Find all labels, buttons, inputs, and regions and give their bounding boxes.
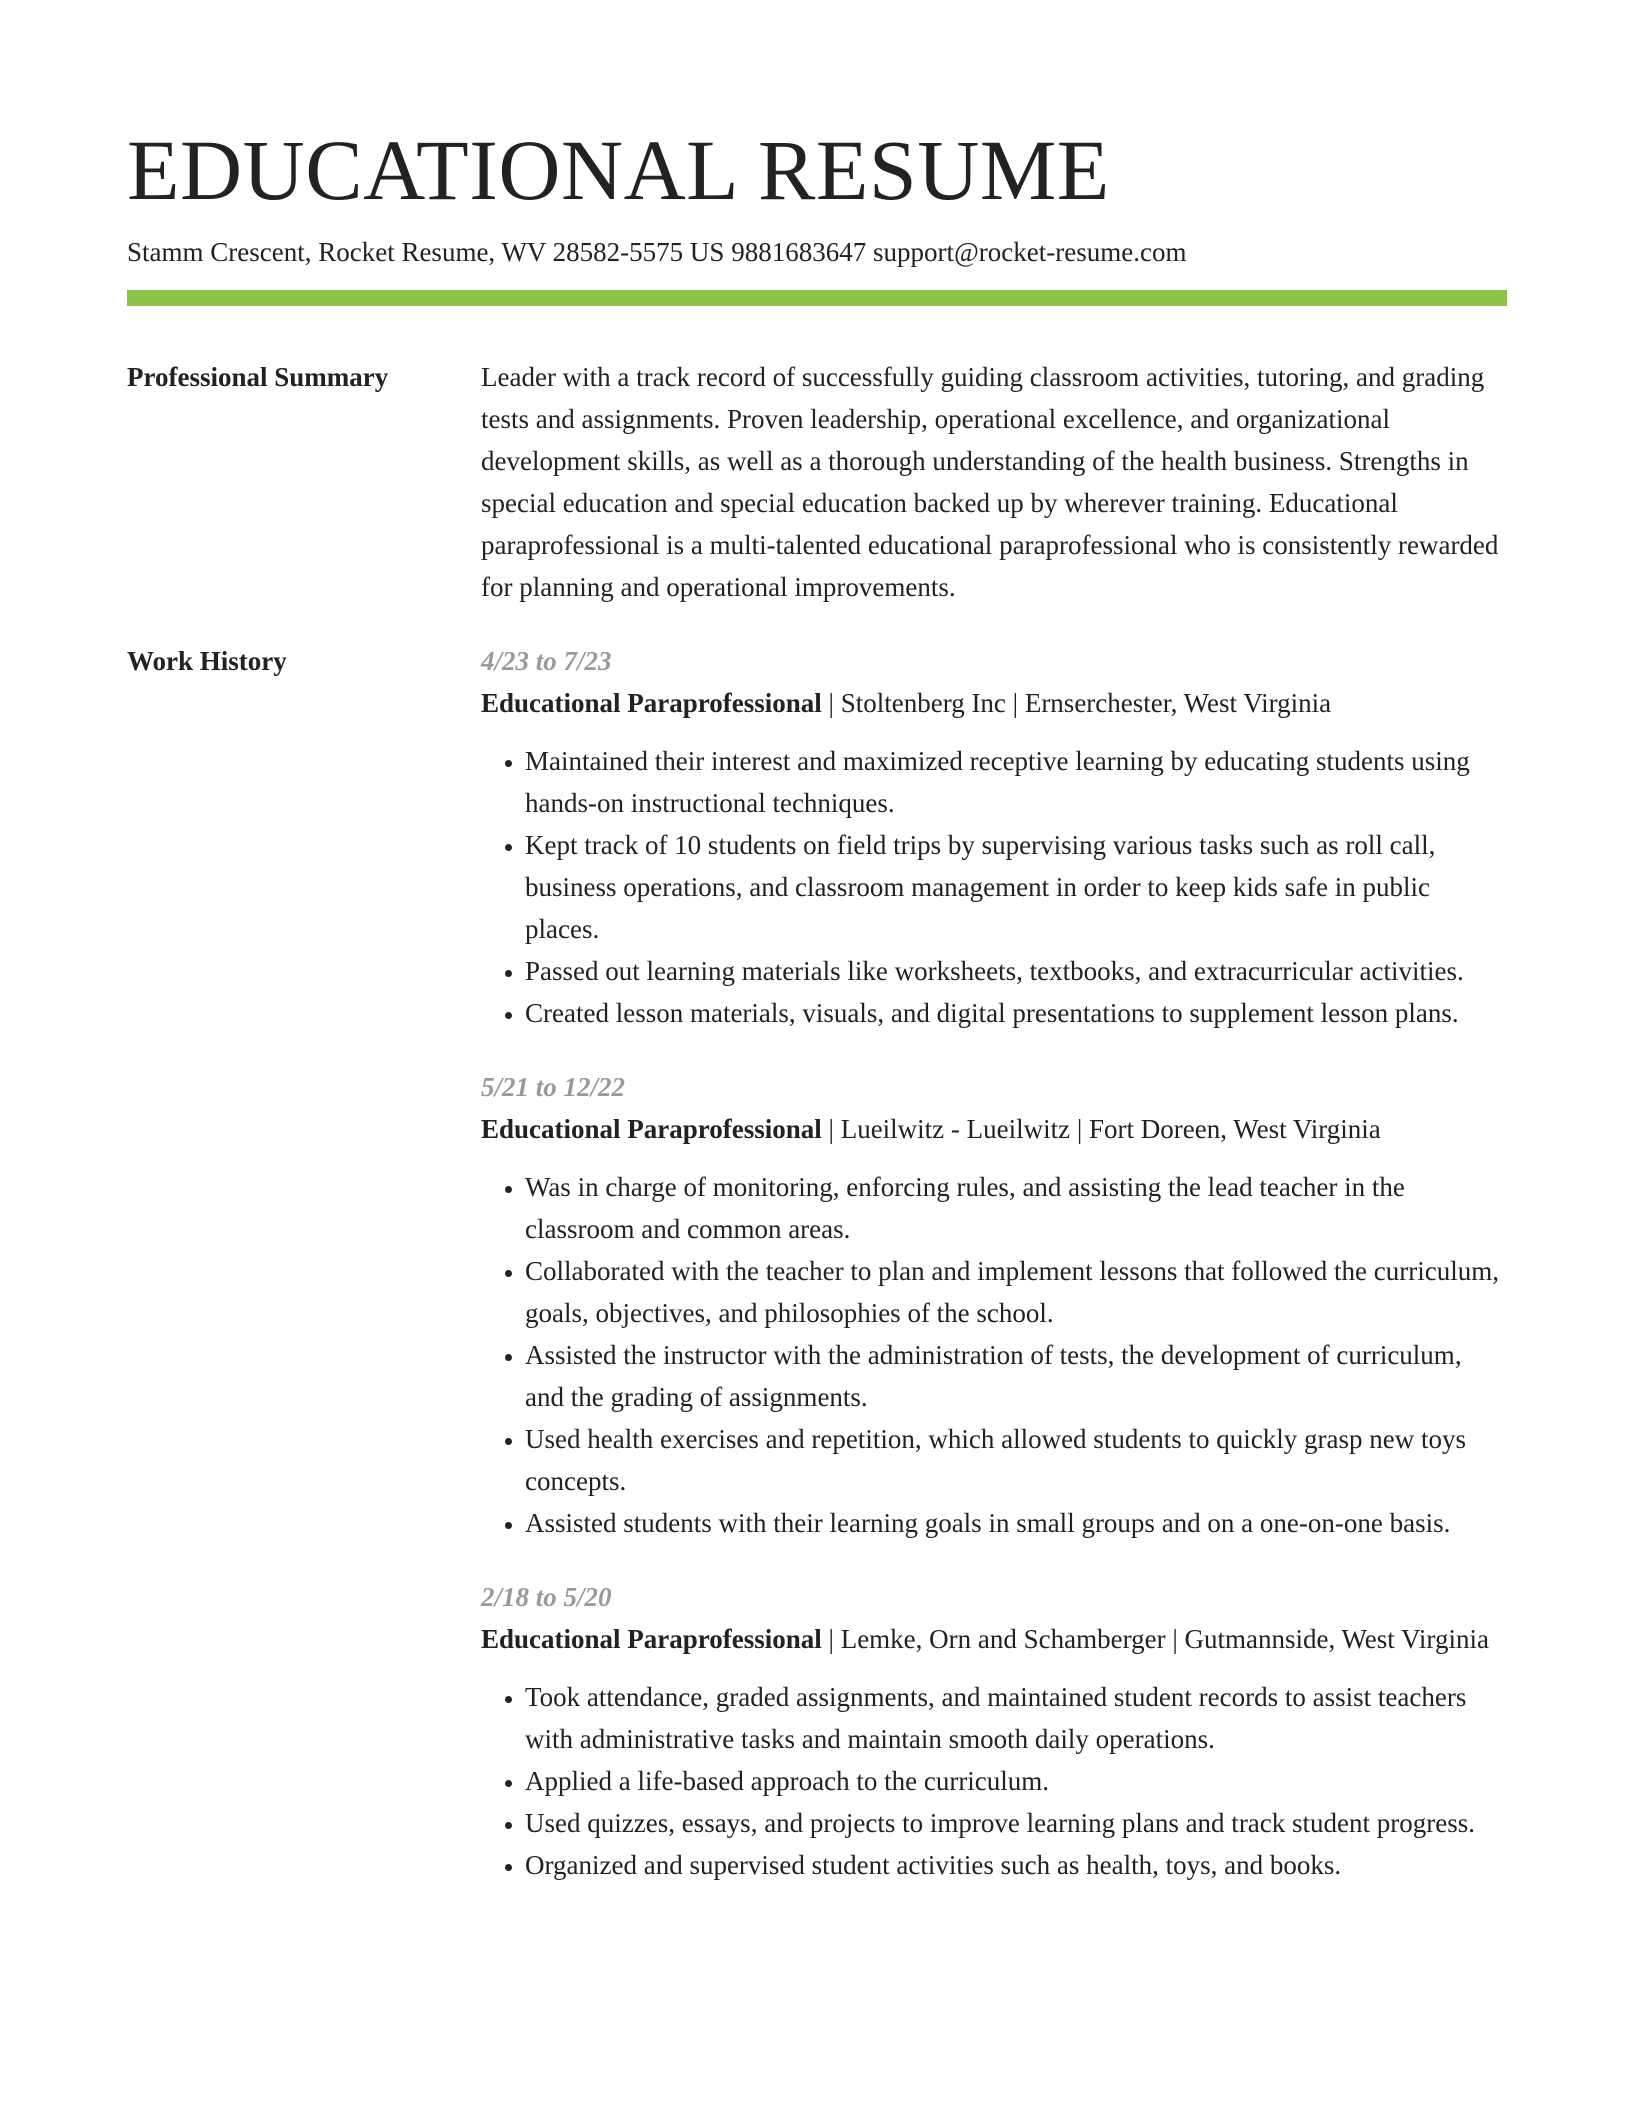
summary-heading: Professional Summary bbox=[127, 362, 389, 392]
resume-title: EDUCATIONAL RESUME bbox=[127, 122, 1110, 218]
job-bullet: • Assisted students with their learning goals in small groups and on a one-on-one basis. bbox=[525, 1502, 1507, 1544]
job-title: Educational Paraprofessional bbox=[481, 688, 822, 718]
contact-line: Stamm Crescent, Rocket Resume, WV 28582-5575 US 9881683647 support@rocket-resume.com bbox=[127, 237, 1187, 267]
summary-section bbox=[127, 356, 1507, 608]
job-bullet: • Assisted the instructor with the administration of tests, the development of curriculum, and the grading of assignments. bbox=[525, 1334, 1507, 1418]
job-details: | Lemke, Orn and Schamberger | Gutmannside, West Virginia bbox=[821, 1624, 1489, 1654]
job-bullets bbox=[481, 1166, 1507, 1544]
job-bullets bbox=[481, 740, 1507, 1034]
job-details: | Stoltenberg Inc | Ernserchester, West Virginia bbox=[821, 688, 1332, 718]
work-history-heading: Work History bbox=[127, 646, 287, 676]
job-bullet: • Was in charge of monitoring, enforcing rules, and assisting the lead teacher in the classroom and common areas. bbox=[525, 1166, 1507, 1250]
job-header bbox=[481, 682, 1507, 724]
summary-text: Leader with a track record of successfully guiding classroom activities, tutoring, and grading tests and assignments. Proven leadership, operational excellence, and organizational development skills, as well as a thorough understanding of the health business. Strengths in special education and special education backed up by wherever training. Educational paraprofessional is a multi-talented educational paraprofessional who is consistently rewarded for planning and operational improvements. bbox=[481, 362, 1499, 602]
job-dates: 4/23 to 7/23 bbox=[481, 646, 612, 676]
job-bullet: • Created lesson materials, visuals, and digital presentations to supplement lesson plans. bbox=[525, 992, 1507, 1034]
job-entry bbox=[481, 1066, 1507, 1544]
job-header bbox=[481, 1618, 1507, 1660]
job-details: | Lueilwitz - Lueilwitz | Fort Doreen, West Virginia bbox=[821, 1114, 1381, 1144]
job-bullet: • Applied a life-based approach to the curriculum. bbox=[525, 1760, 1507, 1802]
job-bullet: • Passed out learning materials like worksheets, textbooks, and extracurricular activities. bbox=[525, 950, 1507, 992]
job-dates: 5/21 to 12/22 bbox=[481, 1072, 626, 1102]
job-entry bbox=[481, 640, 1507, 1034]
job-bullet: • Collaborated with the teacher to plan and implement lessons that followed the curriculum, goals, objectives, and philosophies of the school. bbox=[525, 1250, 1507, 1334]
job-dates: 2/18 to 5/20 bbox=[481, 1582, 612, 1612]
work-history-section bbox=[127, 640, 1507, 1918]
job-bullets bbox=[481, 1676, 1507, 1886]
job-header bbox=[481, 1108, 1507, 1150]
resume-page bbox=[127, 118, 1507, 1918]
job-entry bbox=[481, 1576, 1507, 1886]
job-bullet: • Took attendance, graded assignments, and maintained student records to assist teachers with administrative tasks and maintain smooth daily operations. bbox=[525, 1676, 1507, 1760]
job-title: Educational Paraprofessional bbox=[481, 1114, 822, 1144]
job-title: Educational Paraprofessional bbox=[481, 1624, 822, 1654]
job-bullet: • Used health exercises and repetition, which allowed students to quickly grasp new toys concepts. bbox=[525, 1418, 1507, 1502]
job-bullet: • Maintained their interest and maximized receptive learning by educating students using hands-on instructional techniques. bbox=[525, 740, 1507, 824]
accent-divider bbox=[127, 290, 1507, 306]
job-bullet: • Kept track of 10 students on field trips by supervising various tasks such as roll call, business operations, and classroom management in order to keep kids safe in public places. bbox=[525, 824, 1507, 950]
job-bullet: • Organized and supervised student activities such as health, toys, and books. bbox=[525, 1844, 1507, 1886]
job-bullet: • Used quizzes, essays, and projects to improve learning plans and track student progress. bbox=[525, 1802, 1507, 1844]
work-history-list bbox=[481, 640, 1507, 1918]
